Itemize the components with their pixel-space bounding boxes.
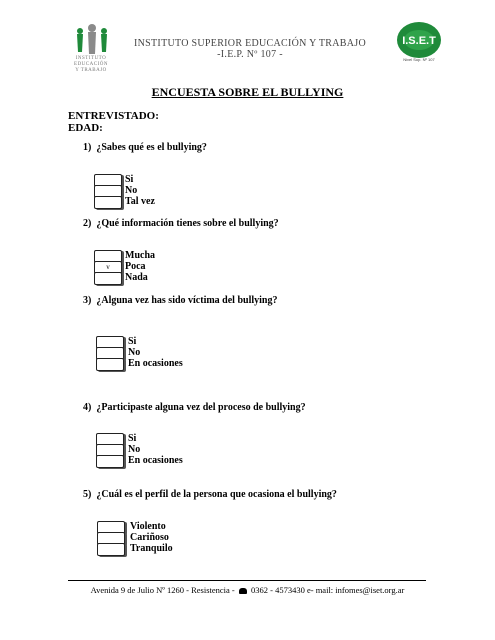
- page-title: ENCUESTA SOBRE EL BULLYING: [151, 85, 344, 99]
- checkbox-en-ocasiones[interactable]: [96, 455, 124, 468]
- option-label: En ocasiones: [128, 358, 183, 369]
- option-label: Cariñoso: [130, 532, 169, 543]
- question-text: ¿Participaste alguna vez del proceso de bullying?: [96, 402, 306, 413]
- option-label: Tal vez: [125, 196, 155, 207]
- question-text: ¿Qué información tienes sobre el bullying?: [96, 218, 279, 229]
- question-text: ¿Cuál es el perfil de la persona que ocasiona el bullying?: [96, 489, 337, 500]
- option-label: Nada: [125, 272, 148, 283]
- institute-logo-icon: [70, 20, 114, 56]
- footer: [60, 585, 435, 595]
- option-label: Si: [128, 336, 137, 347]
- option-label: No: [128, 347, 141, 358]
- option-label: Si: [128, 433, 137, 444]
- footer-address: Avenida 9 de Julio Nº 1260 - Resistencia -: [90, 585, 235, 595]
- question-5: [83, 489, 337, 500]
- option-label: Si: [125, 174, 134, 185]
- option-label: En ocasiones: [128, 455, 183, 466]
- phone-icon: [239, 588, 247, 594]
- option-label: Tranquilo: [130, 543, 173, 554]
- question-number: 1): [83, 142, 92, 153]
- question-3: [83, 295, 277, 306]
- institute-number: -I.E.P. Nº 107 -: [217, 49, 283, 60]
- logo-text-line: EDUCACIÓN: [74, 62, 108, 67]
- question-2: [83, 218, 279, 229]
- interviewee-label: ENTREVISTADO:: [68, 110, 159, 122]
- institute-logo-text: [62, 56, 120, 74]
- question-text: ¿Sabes qué es el bullying?: [96, 142, 207, 153]
- question-4: [83, 402, 306, 413]
- question-number: 2): [83, 218, 92, 229]
- option-label: Mucha: [125, 250, 155, 261]
- institute-name: INSTITUTO SUPERIOR EDUCACIÓN Y TRABAJO: [134, 38, 366, 49]
- option-label: Violento: [130, 521, 166, 532]
- iset-logo-sub: Nivel Sup. Nº 107: [403, 57, 435, 62]
- option-label: No: [128, 444, 141, 455]
- question-text: ¿Alguna vez has sido víctima del bullying?: [96, 295, 278, 306]
- logo-text-line: INSTITUTO: [75, 56, 107, 61]
- option-label: Poca: [125, 261, 146, 272]
- checkbox-nada[interactable]: [94, 272, 122, 285]
- checkbox-tal-vez[interactable]: [94, 196, 122, 209]
- iset-logo-label: I.S.E.T: [402, 35, 436, 47]
- logo-text-line: Y TRABAJO: [75, 68, 107, 73]
- iset-logo-icon: [396, 20, 442, 62]
- question-number: 5): [83, 489, 92, 500]
- question-number: 4): [83, 402, 92, 413]
- option-label: No: [125, 185, 138, 196]
- checkbox-poca[interactable]: v: [94, 261, 122, 274]
- checkbox-tranquilo[interactable]: [97, 543, 125, 556]
- checkbox-en-ocasiones[interactable]: [96, 358, 124, 371]
- question-number: 3): [83, 295, 92, 306]
- question-1: [83, 142, 207, 153]
- age-label: EDAD:: [68, 122, 103, 134]
- footer-contact: 0362 - 4573430 e- mail: infomes@iset.org.ar: [251, 585, 405, 595]
- footer-divider: [68, 580, 426, 581]
